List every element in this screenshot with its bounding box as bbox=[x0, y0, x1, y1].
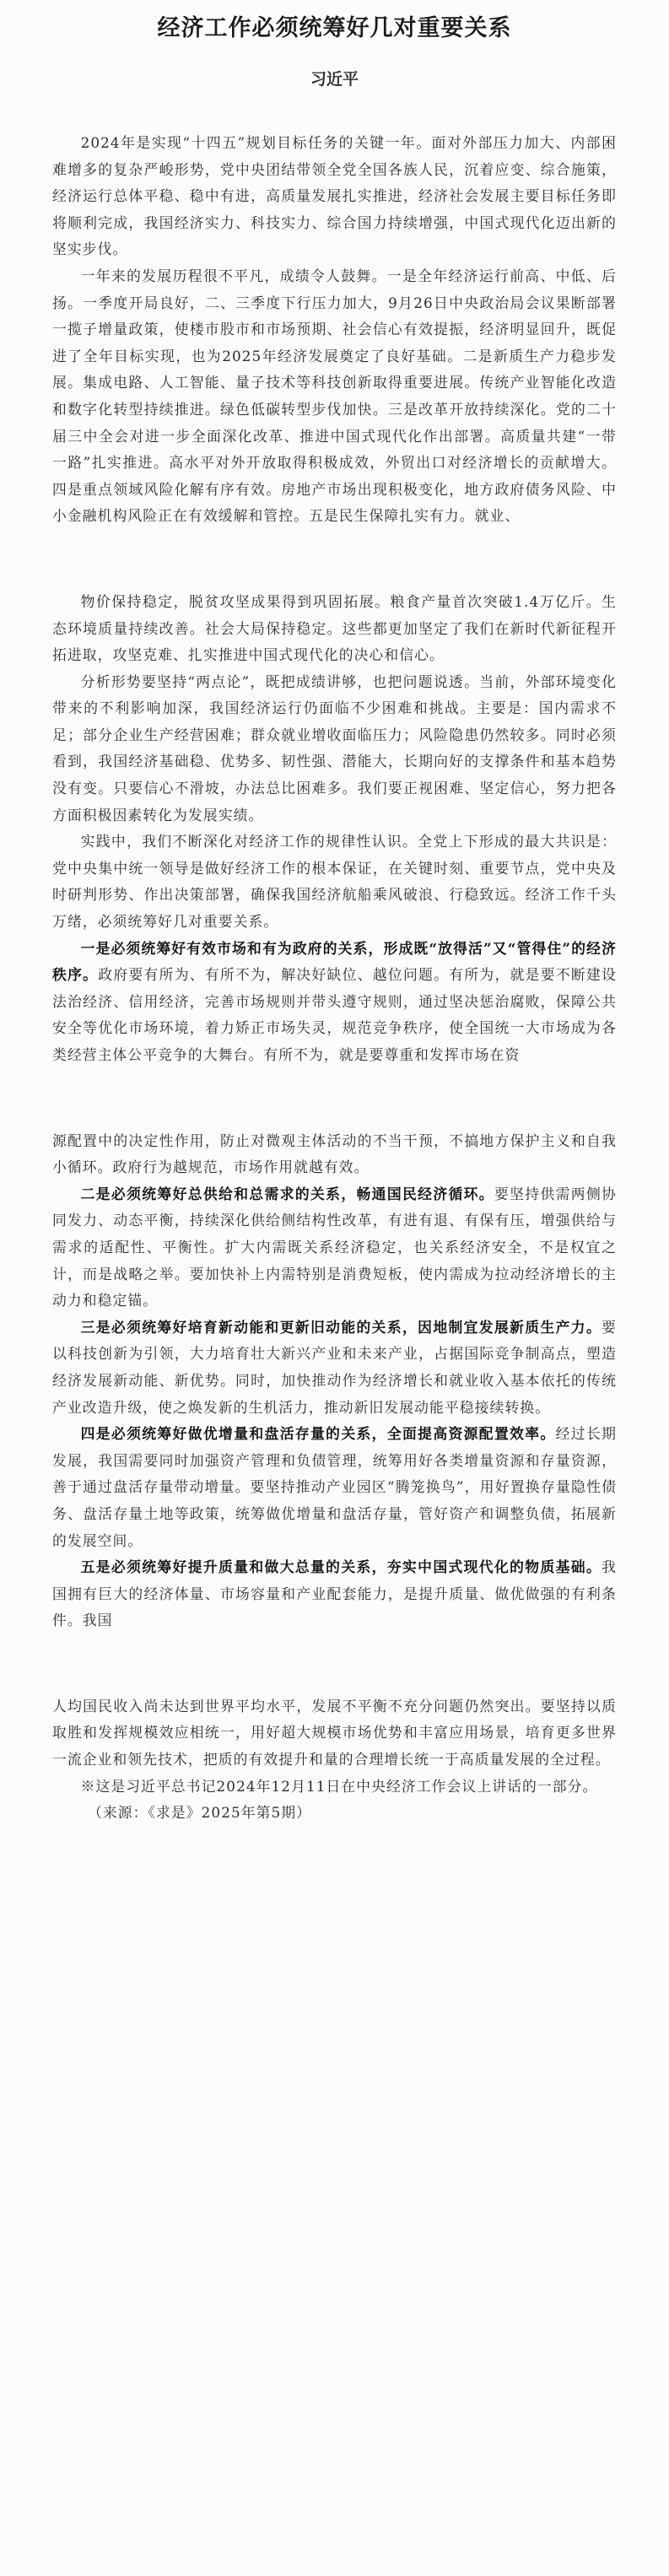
article-paragraph bbox=[52, 1554, 617, 1634]
paragraph-lead: 四是必须统筹好做优增量和盘活存量的关系，全面提高资源配置效率。 bbox=[80, 1425, 556, 1443]
paragraph-text: 物价保持稳定，脱贫攻坚成果得到巩固拓展。粮食产量首次突破1.4万亿斤。生态环境质量持续改善。社会大局保持稳定。这些都更加坚定了我们在新时代新征程开拓进取，攻坚克难、扎实推进中国式现代化的决心和信心。 bbox=[52, 592, 617, 664]
article-source: （来源：《求是》2025年第5期） bbox=[88, 1804, 312, 1822]
article-paragraph bbox=[52, 1181, 617, 1315]
paragraph-text: 我国拥有巨大的经济体量、市场容量和产业配套能力，是提升质量、做优做强的有利条件。我国 bbox=[52, 1558, 617, 1629]
paragraph-lead: 三是必须统筹好培育新动能和更新旧动能的关系，因地制宜发展新质生产力。 bbox=[80, 1318, 602, 1336]
paragraph-text: 要坚持供需两侧协同发力、动态平衡，持续深化供给侧结构性改革，有进有退、有保有压，增强供给与需求的适配性、平衡性。扩大内需既关系经济稳定，也关系经济安全，不是权宜之计，而是战略之举。要加快补上内需特别是消费短板，使内需成为拉动经济增长的主动力和稳定锚。 bbox=[52, 1185, 618, 1310]
article-paragraph bbox=[52, 1128, 617, 1181]
article-paragraph bbox=[52, 130, 617, 263]
paragraph-text: 经过长期发展，我国需要同时加强资产管理和负债管理，统筹用好各类增量资源和存量资源，善于通过盘活存量带动增量。要坚持推动产业园区“腾笼换鸟”，用好置换存量隐性债务、盘活存量土地等政策，统筹做优增量和盘活存量，管好资产和调整负债，拓展新的发展空间。 bbox=[52, 1425, 617, 1549]
article-paragraph bbox=[52, 936, 617, 1069]
paragraph-text: 源配置中的决定性作用，防止对微观主体活动的不当干预，不搞地方保护主义和自我小循环。政府行为越规范，市场作用就越有效。 bbox=[52, 1131, 617, 1176]
article-paragraph bbox=[52, 589, 617, 669]
paragraph-text: 实践中，我们不断深化对经济工作的规律性认识。全党上下形成的最大共识是：党中央集中统一领导是做好经济工作的根本保证，在关键时刻、重要节点，党中央及时研判形势、作出决策部署，确保我国经济航船乘风破浪、行稳致远。经济工作千头万绪，必须统筹好几对重要关系。 bbox=[52, 833, 617, 931]
article-paragraph bbox=[52, 1421, 617, 1554]
article-paragraph bbox=[52, 1693, 617, 1774]
article-paragraph bbox=[52, 829, 617, 935]
paragraph-text: 一年来的发展历程很不平凡，成绩令人鼓舞。一是全年经济运行前高、中低、后扬。一季度开局良好，二、三季度下行压力加大，9月26日中央政治局会议果断部署一揽子增量政策，使楼市股市和市场预期、社会信心有效提振，经济明显回升，既促进了全年目标实现，也为2025年经济发展奠定了良好基础。二是新质生产力稳步发展。集成电路、人工智能、量子技术等科技创新取得重要进展。传统产业智能化改造和数字化转型持续推进。绿色低碳转型步伐加快。三是改革开放持续深化。党的二十届三中全会对进一步全面深化改革、推进中国式现代化作出部署。高质量共建“一带一路”扎实推进。高水平对外开放取得积极成效，外贸出口对经济增长的贡献增大。四是重点领域风险化解有序有效。房地产市场出现积极变化，地方政府债务风险、中小金融机构风险正在有效缓解和管控。五是民生保障扎实有力。就业、 bbox=[52, 267, 617, 525]
paragraph-text: 政府要有所为、有所不为，解决好缺位、越位问题。有所为，就是要不断建设法治经济、信用经济，完善市场规则并带头遵守规则，通过坚决惩治腐败，保障公共安全等优化市场环境，着力矫正市场失灵，规范竞争秩序，使全国统一大市场成为各类经营主体公平竞争的大舞台。有所不为，就是要尊重和发挥市场在资 bbox=[52, 966, 617, 1063]
article-note: ※这是习近平总书记2024年12月11日在中央经济工作会议上讲话的一部分。 bbox=[80, 1777, 598, 1795]
paragraph-lead: 五是必须统筹好提升质量和做大总量的关系，夯实中国式现代化的物质基础。 bbox=[80, 1558, 602, 1576]
paragraph-text: 要以科技创新为引领，大力培育壮大新兴产业和未来产业，占据国际竞争制高点，塑造经济发展新动能、新优势。同时，加快推动作为经济增长和就业收入基本依托的传统产业改造升级，使之焕发新的生机活力，推动新旧发展动能平稳接续转换。 bbox=[52, 1318, 617, 1416]
article-paragraph bbox=[52, 1315, 617, 1421]
article-author: 习近平 bbox=[310, 70, 359, 89]
paragraph-lead: 一是必须统筹好有效市场和有为政府的关系，形成既“放得活”又“管得住”的经济秩序。 bbox=[52, 939, 617, 984]
paragraph-lead: 二是必须统筹好总供给和总需求的关系，畅通国民经济循环。 bbox=[80, 1185, 494, 1202]
article-title: 经济工作必须统筹好几对重要关系 bbox=[157, 15, 512, 41]
article-paragraph bbox=[52, 263, 617, 530]
article-body bbox=[52, 130, 617, 1774]
article-paragraph bbox=[52, 669, 617, 829]
paragraph-text: 人均国民收入尚未达到世界平均水平，发展不平衡不充分问题仍然突出。要坚持以质取胜和发挥规模效应相统一，用好超大规模市场优势和丰富应用场景，培育更多世界一流企业和领先技术，把质的有效提升和量的合理增长统一于高质量发展的全过程。 bbox=[52, 1697, 617, 1769]
paragraph-text: 分析形势要坚持“两点论”，既把成绩讲够，也把问题说透。当前，外部环境变化带来的不利影响加深，我国经济运行仍面临不少困难和挑战。主要是：国内需求不足；部分企业生产经营困难；群众就业增收面临压力；风险隐患仍然较多。同时必须看到，我国经济基础稳、优势多、韧性强、潜能大，长期向好的支撑条件和基本趋势没有变。只要信心不滑坡，办法总比困难多。我们要正视困难、坚定信心，努力把各方面积极因素转化为发展实绩。 bbox=[52, 672, 617, 824]
paragraph-text: 2024年是实现“十四五”规划目标任务的关键一年。面对外部压力加大、内部困难增多的复杂严峻形势，党中央团结带领全党全国各族人民，沉着应变、综合施策，经济运行总体平稳、稳中有进，高质量发展扎实推进，经济社会发展主要目标任务即将顺利完成，我国经济实力、科技实力、综合国力持续增强，中国式现代化迈出新的坚实步伐。 bbox=[52, 134, 617, 258]
